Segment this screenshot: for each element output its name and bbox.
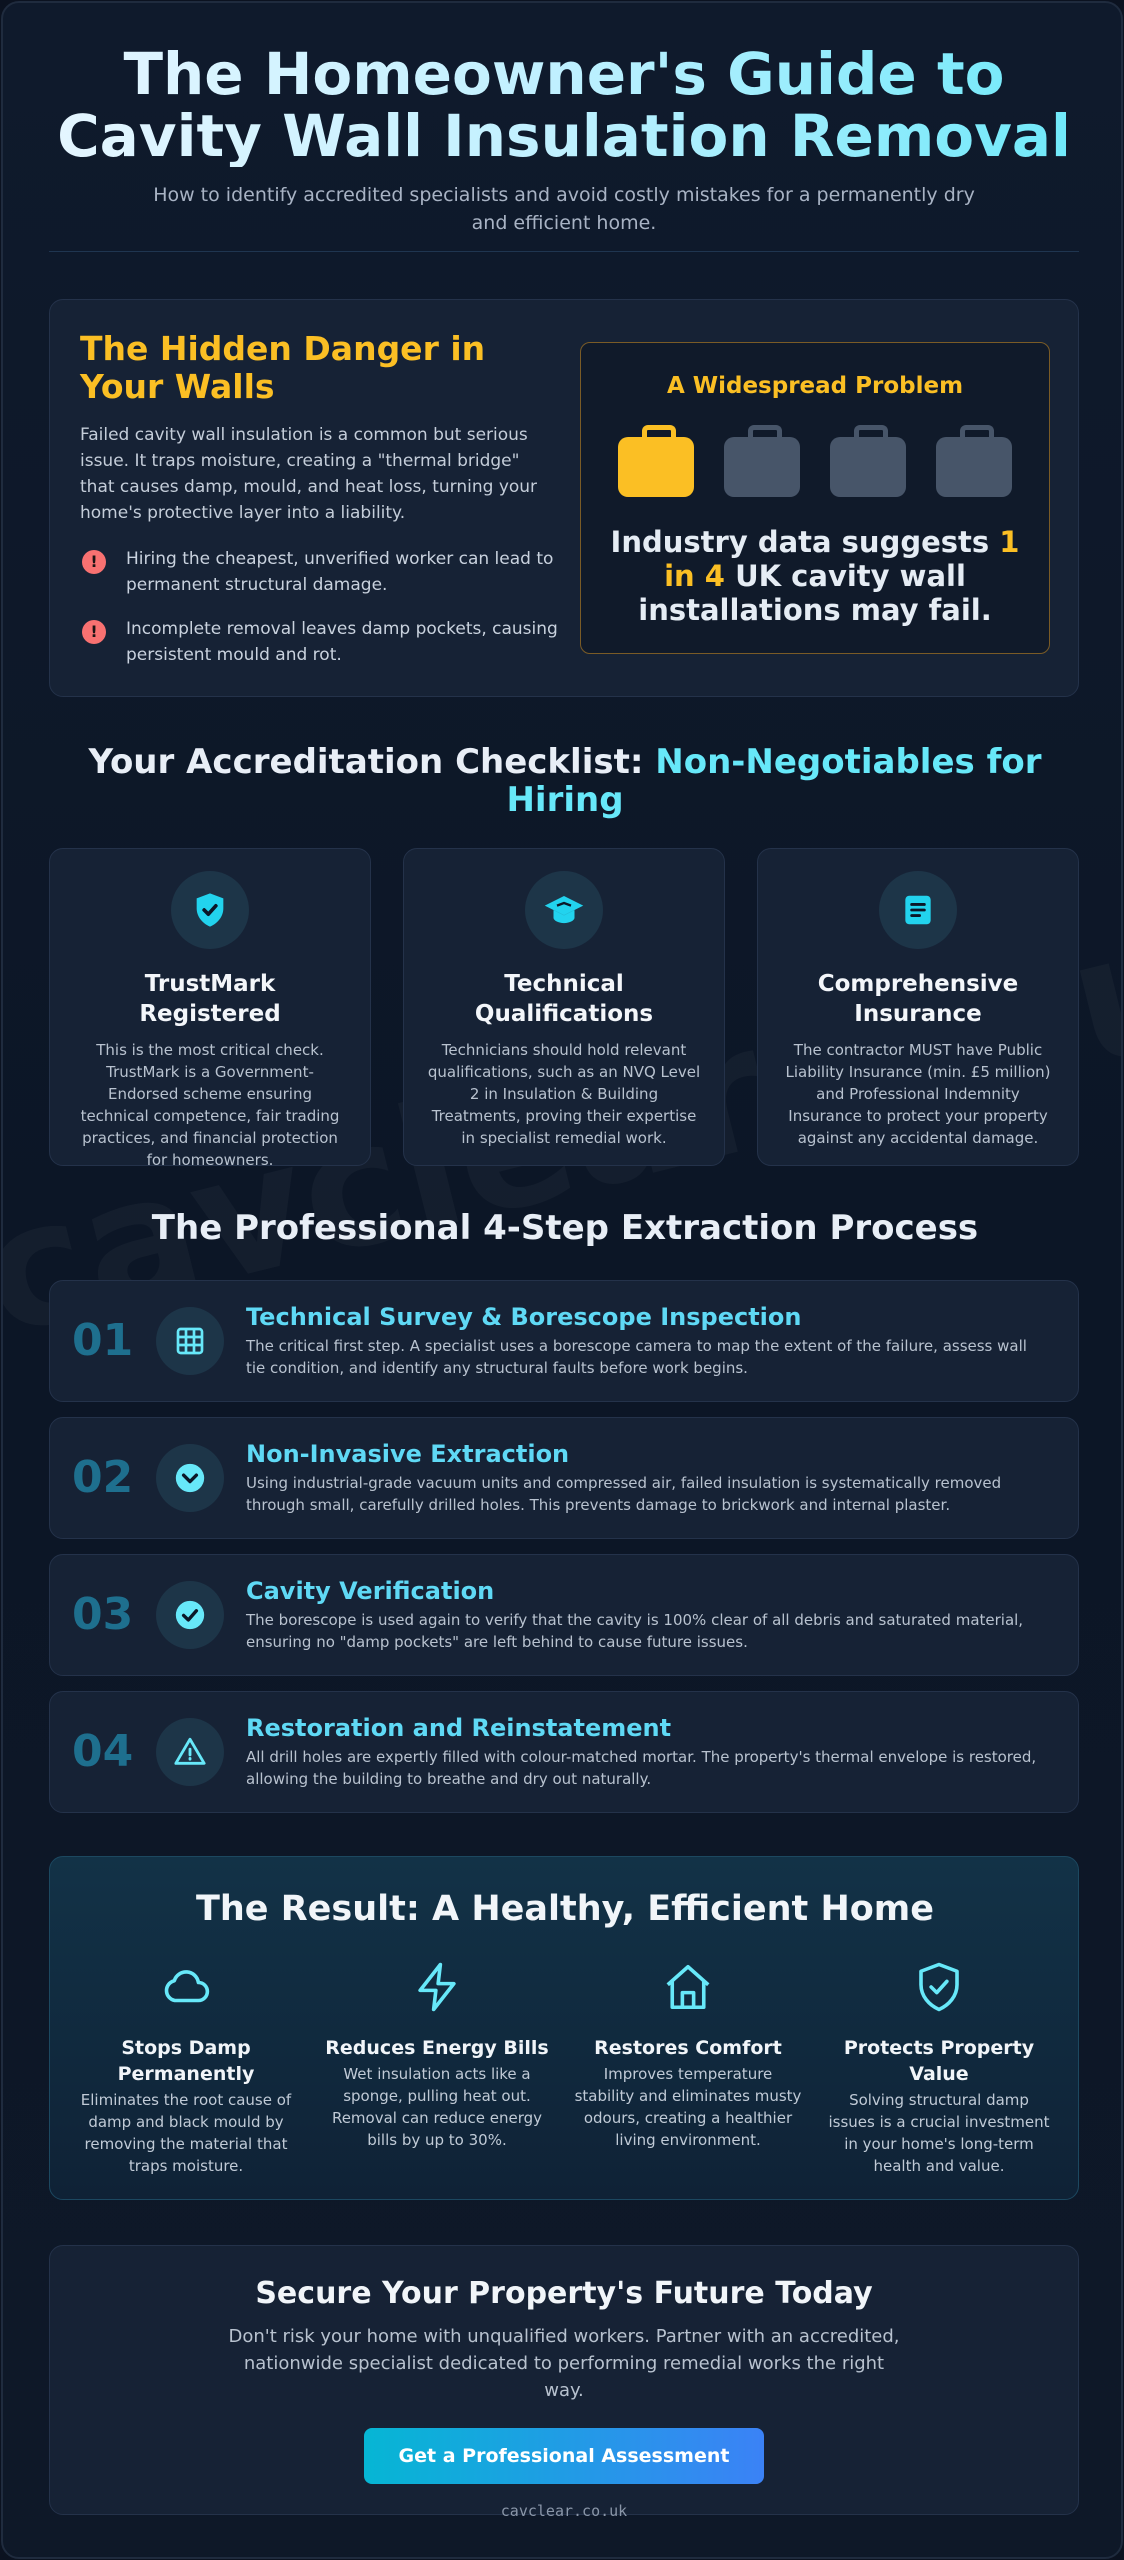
alert-icon: !	[82, 550, 106, 574]
checklist-card	[49, 848, 371, 1169]
hero	[3, 40, 1123, 237]
benefit-title: Stops Damp Permanently	[117, 2037, 255, 2085]
briefcase-icon	[618, 437, 694, 497]
checklist-card-text: This is the most critical check. TrustMark is a Government-Endorsed scheme ensuring technical competence, fair trading practices, and financial protection for homeowners.	[80, 1041, 340, 1169]
page-title: The Homeowner's Guide to Cavity Wall Insulation Removal	[3, 43, 1123, 167]
checklist-card-text: Technicians should hold relevant qualifications, such as an NVQ Level 2 in Insulation & Building Treatments, proving their expertise in specialist remedial work.	[427, 1041, 701, 1147]
infographic-frame	[1, 1, 1123, 2559]
benefit-title: Restores Comfort	[594, 2037, 782, 2059]
benefit-text: Solving structural damp issues is a crucial investment in your home's long-term health and value.	[828, 2091, 1050, 2175]
assessment-button[interactable]: Get a Professional Assessment	[364, 2428, 764, 2484]
graduation-cap-icon	[525, 871, 603, 949]
failure-stat	[605, 525, 1025, 627]
page-subtitle: How to identify accredited specialists and avoid costly mistakes for a permanently dry and efficient home.	[153, 184, 975, 234]
checklist-card	[757, 848, 1079, 1166]
danger-point-text: Hiring the cheapest, unverified worker can lead to permanent structural damage.	[126, 549, 554, 595]
process-step	[49, 1417, 1079, 1539]
step-title: Cavity Verification	[246, 1577, 495, 1605]
warning-triangle-icon	[156, 1718, 224, 1786]
benefit-text: Wet insulation acts like a sponge, pulling heat out. Removal can reduce energy bills by up to 30%.	[331, 2065, 543, 2149]
checklist-title	[63, 743, 1067, 819]
cta-text: Don't risk your home with unqualified workers. Partner with an accredited, nationwide specialist dedicated to performing remedial works the right way.	[228, 2326, 900, 2401]
benefit-text: Improves temperature stability and eliminates musty odours, creating a healthier living environment.	[574, 2065, 802, 2149]
danger-point-text: Incomplete removal leaves damp pockets, causing persistent mould and rot.	[126, 619, 558, 665]
briefcase-icon	[724, 437, 800, 497]
benefit-text: Eliminates the root cause of damp and black mould by removing the material that traps moisture.	[80, 2091, 292, 2175]
problem-title: A Widespread Problem	[666, 373, 964, 399]
step-text: Using industrial-grade vacuum units and compressed air, failed insulation is systematically removed through small, carefully drilled holes. This prevents damage to brickwork and internal plaster.	[246, 1474, 1002, 1514]
process-step	[49, 1691, 1079, 1813]
cloud-icon	[71, 1957, 301, 2017]
chevron-circle-icon	[156, 1444, 224, 1512]
result-title: The Result: A Healthy, Efficient Home	[195, 1889, 934, 1929]
danger-title: The Hidden Danger in Your Walls	[80, 329, 486, 406]
divider	[49, 251, 1079, 252]
checklist-card-title: Technical Qualifications	[474, 971, 654, 1027]
lightning-icon	[322, 1957, 552, 2017]
checklist-card-title: Comprehensive Insurance	[817, 971, 1019, 1027]
home-icon	[573, 1957, 803, 2017]
benefit-item	[322, 1957, 552, 2151]
checklist-title-accent: Non-Negotiables for Hiring	[506, 742, 1042, 820]
stat-suffix: UK cavity wall installations may fail.	[638, 559, 992, 627]
result-section	[49, 1856, 1079, 2200]
stat-highlight: 1 in 4	[664, 525, 1020, 593]
checklist-card	[403, 848, 725, 1166]
danger-points	[80, 546, 560, 686]
domain-link[interactable]: cavclear.co.uk	[500, 2502, 628, 2520]
danger-section	[49, 299, 1079, 697]
process-title: The Professional 4-Step Extraction Process	[151, 1208, 979, 1248]
cta-title: Secure Your Property's Future Today	[255, 2276, 873, 2311]
step-title: Restoration and Reinstatement	[246, 1714, 672, 1742]
step-number: 03	[72, 1589, 134, 1640]
shield-check-icon	[171, 871, 249, 949]
stat-prefix: Industry data suggests	[610, 525, 1000, 559]
benefit-item	[71, 1957, 301, 2177]
document-icon	[879, 871, 957, 949]
step-title: Non-Invasive Extraction	[246, 1440, 570, 1468]
process-step	[49, 1554, 1079, 1676]
step-number: 04	[72, 1726, 134, 1777]
widespread-problem-box	[580, 342, 1050, 654]
danger-lead: Failed cavity wall insulation is a common but serious issue. It traps moisture, creating a "thermal bridge" that causes damp, mould, and heat loss, turning your home's protective layer into a liability.	[80, 425, 538, 523]
benefit-item	[573, 1957, 803, 2151]
step-number: 02	[72, 1452, 134, 1503]
briefcase-icon	[936, 437, 1012, 497]
cta-section	[49, 2245, 1079, 2520]
step-title: Technical Survey & Borescope Inspection	[246, 1303, 802, 1331]
step-text: All drill holes are expertly filled with colour-matched mortar. The property's thermal envelope is restored, allowing the building to breathe and dry out naturally.	[246, 1748, 1037, 1788]
process-step	[49, 1280, 1079, 1402]
danger-point	[80, 546, 560, 598]
checklist-title-main: Your Accreditation Checklist:	[88, 742, 656, 782]
step-number: 01	[72, 1315, 134, 1366]
briefcase-icon	[830, 437, 906, 497]
benefit-item	[824, 1957, 1054, 2177]
check-circle-icon	[156, 1581, 224, 1649]
step-text: The critical first step. A specialist uses a borescope camera to map the extent of the failure, assess wall tie condition, and identify any structural faults before work begins.	[246, 1337, 1027, 1377]
failure-ratio-graphic	[581, 427, 1049, 497]
checklist-card-title: TrustMark Registered	[139, 971, 281, 1027]
benefit-title: Reduces Energy Bills	[325, 2037, 549, 2059]
checklist-card-text: The contractor MUST have Public Liability Insurance (min. £5 million) and Professional Indemnity Insurance to protect your property against any accidental damage.	[785, 1041, 1051, 1147]
step-text: The borescope is used again to verify that the cavity is 100% clear of all debris and saturated material, ensuring no "damp pockets" are left behind to cause future issues.	[246, 1611, 1024, 1651]
alert-icon: !	[82, 620, 106, 644]
shield-check-icon	[824, 1957, 1054, 2017]
grid-icon	[156, 1307, 224, 1375]
danger-point	[80, 616, 560, 668]
benefit-title: Protects Property Value	[843, 2037, 1035, 2085]
